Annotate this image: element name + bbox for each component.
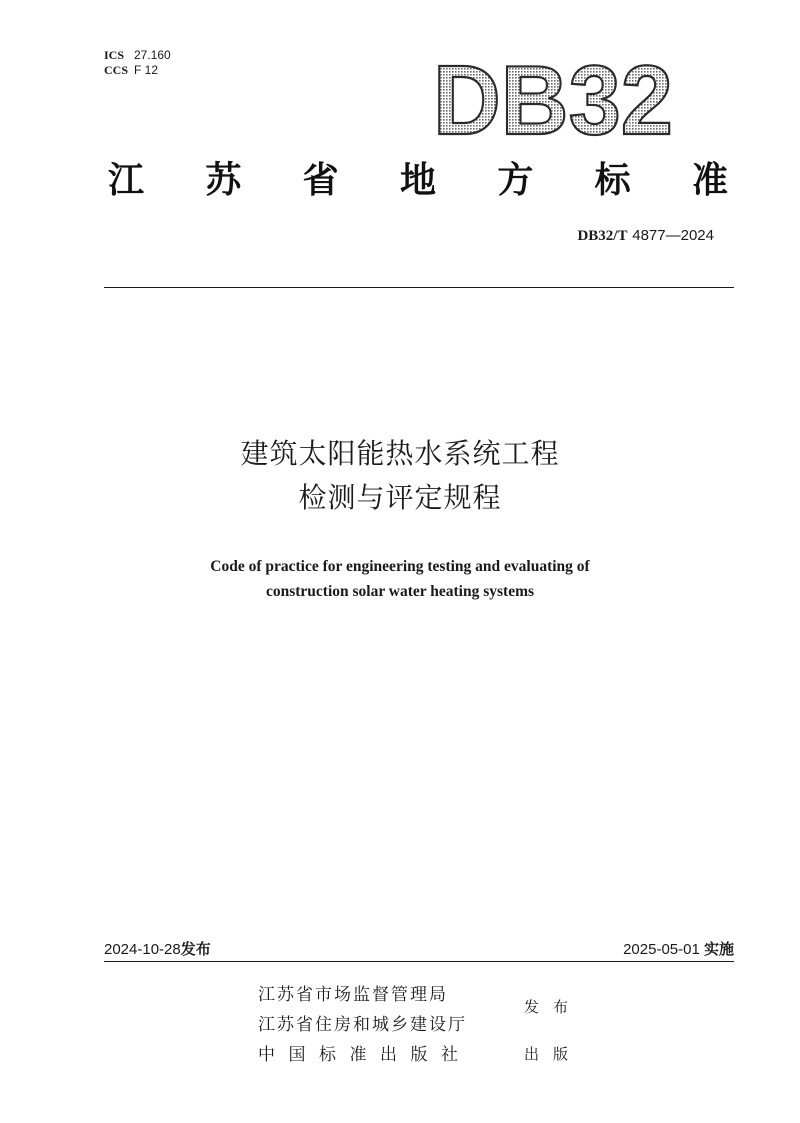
standard-number-prefix: DB32/T	[577, 228, 628, 244]
chinese-title-line2: 检测与评定规程	[298, 481, 502, 514]
standard-type-char: 苏	[205, 160, 242, 201]
classification-block	[104, 48, 171, 78]
standard-number	[577, 226, 714, 245]
logo-text: DB32	[433, 50, 673, 142]
chinese-title	[0, 432, 800, 520]
implement-date-value: 2025-05-01	[623, 941, 700, 958]
chinese-title-line1: 建筑太阳能热水系统工程	[240, 437, 560, 470]
issuing-authorities	[258, 980, 472, 1070]
issuer-market-regulation: 江苏省市场监督管理局	[258, 985, 448, 1005]
publish-label: 发布	[180, 940, 211, 958]
publish-date-value: 2024-10-28	[104, 941, 181, 958]
standard-type-char: 标	[594, 160, 631, 201]
db32-logo	[428, 50, 678, 142]
issuer-housing-construction: 江苏省住房和城乡建设厅	[258, 1015, 467, 1035]
english-title-line2: construction solar water heating systems	[265, 583, 535, 600]
standard-type-char: 省	[302, 160, 339, 201]
publish-date	[104, 938, 211, 959]
ics-label: ICS	[104, 48, 125, 62]
english-title-line1: Code of practice for engineering testing and evaluating of	[210, 558, 590, 575]
implement-date	[623, 938, 734, 959]
standard-type-char: 准	[691, 160, 728, 201]
bottom-divider	[104, 961, 734, 962]
ics-value: 27.160	[134, 48, 171, 62]
publish-action-label: 出版	[524, 1045, 583, 1063]
ics-row	[104, 48, 171, 63]
issue-action-label: 发布	[524, 998, 583, 1016]
ccs-label: CCS	[104, 63, 129, 77]
english-title	[0, 554, 800, 604]
standard-type-chars	[108, 158, 728, 204]
standard-type-char: 地	[399, 160, 436, 201]
ccs-value: F 12	[134, 63, 159, 77]
standard-type-char: 方	[497, 160, 534, 201]
standard-type-char: 江	[108, 160, 145, 201]
standard-type-title	[108, 158, 728, 204]
ccs-row	[104, 63, 171, 78]
standard-number-value: 4877—2024	[632, 227, 714, 244]
issuer-publisher: 中国标准出版社	[258, 1045, 472, 1065]
implement-label: 实施	[703, 940, 734, 958]
top-divider	[104, 287, 734, 288]
